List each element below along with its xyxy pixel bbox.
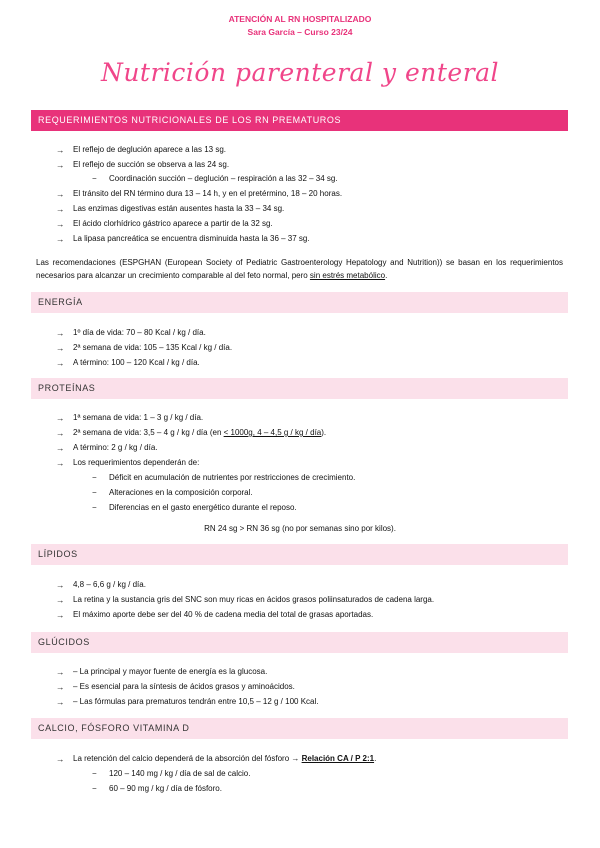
arrow-icon: → [56,234,65,244]
arrow-icon: → [56,145,65,155]
dash-icon: − [92,784,97,793]
list-item: – Las fórmulas para prematuros tendrán entre 10,5 – 12 g / 100 Kcal. [73,697,319,706]
page-title: Nutrición parenteral y enteral [100,58,500,87]
dash-icon: − [92,174,97,183]
list-item: – La principal y mayor fuente de energía es la glucosa. [73,667,268,676]
list-item: El tránsito del RN término dura 13 – 14 h, y en el pretérmino, 18 – 20 horas. [73,189,343,198]
section-heading-requerimientos: REQUERIMIENTOS NUTRICIONALES DE LOS RN PREMATUROS [31,110,568,131]
list-item: Los requerimientos dependerán de: [73,458,200,467]
arrow-icon: → [56,413,65,423]
item-emphasis: < 1000g, 4 – 4,5 g / kg / día [223,428,322,437]
arrow-icon: → [56,443,65,453]
dash-icon: − [92,503,97,512]
list-item: El reflejo de succión se observa a las 24 sg. [73,160,230,169]
paragraph-text: Las recomendaciones (ESPGHAN (European Society of Pediatric Gastroenterology Hepatology and Nutrition)) se basan en los requerimientos necesarios para alcanzar un crecimiento comparable al del feto normal, pero [36,258,563,280]
arrow-icon: → [56,328,65,338]
document-header-course: ATENCIÓN AL RN HOSPITALIZADO [228,14,372,24]
list-subitem: Diferencias en el gasto energético durante el reposo. [109,503,297,512]
item-end: ). [321,428,327,437]
list-subitem: Déficit en acumulación de nutrientes por restricciones de crecimiento. [109,473,356,482]
list-subitem: 60 – 90 mg / kg / día de fósforo. [109,784,222,793]
list-item: 1ª semana de vida: 1 – 3 g / kg / día. [73,413,204,422]
list-item: El ácido clorhídrico gástrico aparece a partir de la 32 sg. [73,219,273,228]
section-heading-lipidos: LÍPIDOS [31,544,568,565]
list-item: 2ª semana de vida: 105 – 135 Kcal / kg / día. [73,343,233,352]
list-item: A término: 100 – 120 Kcal / kg / día. [73,358,200,367]
arrow-icon: → [56,219,65,229]
section-heading-proteinas: PROTEÍNAS [31,378,568,399]
list-item: 4,8 – 6,6 g / kg / día. [73,580,146,589]
dash-icon: − [92,769,97,778]
arrow-icon: → [56,458,65,468]
arrow-icon: → [56,343,65,353]
arrow-icon: → [56,595,65,605]
section-heading-calcio: CALCIO, FÓSFORO VITAMINA D [31,718,568,739]
arrow-icon: → [56,682,65,692]
arrow-icon: → [56,697,65,707]
list-subitem: 120 – 140 mg / kg / día de sal de calcio. [109,769,251,778]
list-item: A término: 2 g / kg / día. [73,443,158,452]
list-item: El reflejo de deglución aparece a las 13 sg. [73,145,226,154]
arrow-icon: → [56,358,65,368]
section-heading-energia: ENERGÍA [31,292,568,313]
arrow-icon: → [56,610,65,620]
list-item: La lipasa pancreática se encuentra disminuida hasta la 36 – 37 sg. [73,234,310,243]
item-end: . [374,754,377,763]
document-header-author: Sara García – Curso 23/24 [247,27,353,37]
list-subitem: Coordinación succión – deglución – respiración a las 32 – 34 sg. [109,174,338,183]
list-item [73,754,376,763]
arrow-icon: → [56,667,65,677]
arrow-icon: → [56,204,65,214]
paragraph-emphasis: sin estrés metabólico [309,271,386,280]
arrow-icon: → [56,580,65,590]
arrow-icon: → [56,754,65,764]
dash-icon: − [92,473,97,482]
list-item: – Es esencial para la síntesis de ácidos grasos y aminoácidos. [73,682,295,691]
recommendations-paragraph [36,256,563,282]
proteins-note: RN 24 sg > RN 36 sg (no por semanas sino por kilos). [204,524,396,533]
item-text: La retención del calcio dependerá de la absorción del fósforo → [73,754,302,763]
list-subitem: Alteraciones en la composición corporal. [109,488,253,497]
paragraph-end: . [385,271,388,280]
list-item: Las enzimas digestivas están ausentes hasta la 33 – 34 sg. [73,204,285,213]
arrow-icon: → [56,428,65,438]
arrow-icon: → [56,189,65,199]
list-item: 1º día de vida: 70 – 80 Kcal / kg / día. [73,328,206,337]
item-emphasis: Relación CA / P 2:1 [301,754,375,763]
dash-icon: − [92,488,97,497]
arrow-icon: → [56,160,65,170]
item-text: 2ª semana de vida: 3,5 – 4 g / kg / día (en [73,428,224,437]
section-heading-glucidos: GLÚCIDOS [31,632,568,653]
list-item: El máximo aporte debe ser del 40 % de cadena media del total de grasas aportadas. [73,610,374,619]
list-item: La retina y la sustancia gris del SNC son muy ricas en ácidos grasos poliinsaturados de cadena larga. [73,595,435,604]
list-item [73,428,326,437]
